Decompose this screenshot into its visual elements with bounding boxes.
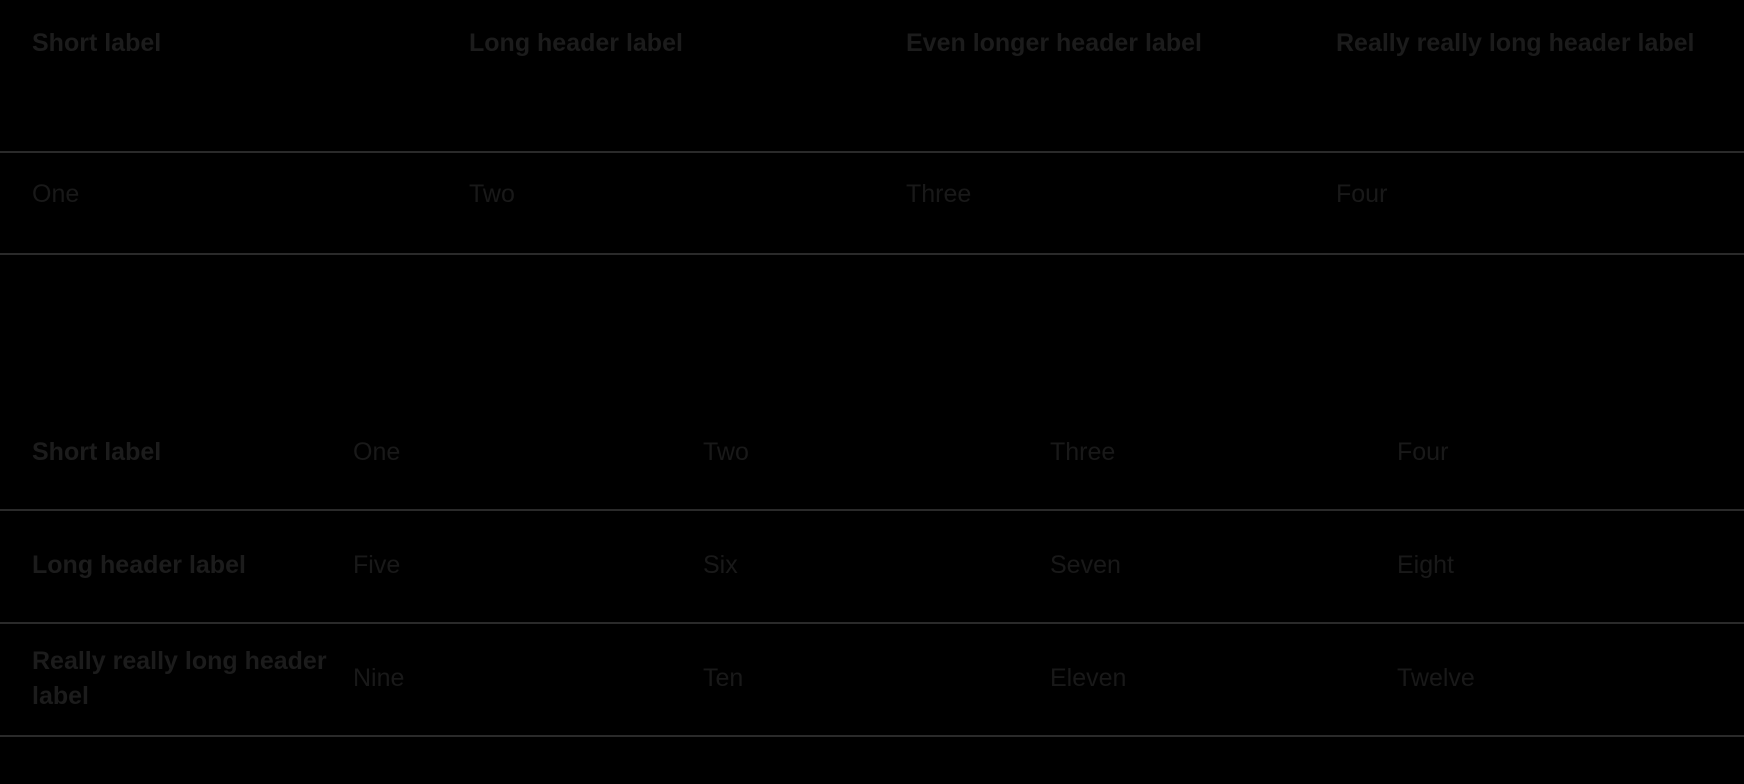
table-cell: Two (695, 397, 1042, 510)
table-row (0, 397, 1744, 510)
table-cell: Twelve (1389, 623, 1744, 736)
table-one-header (0, 0, 1744, 152)
row-header-1: Short label (0, 397, 345, 510)
table-spacer (0, 255, 1744, 397)
table-cell: Eight (1389, 510, 1744, 623)
table-cell: Nine (345, 623, 695, 736)
row-header-table (0, 397, 1744, 737)
table-cell: Eleven (1042, 623, 1389, 736)
table-cell: Seven (1042, 510, 1389, 623)
table-cell: Four (1389, 397, 1744, 510)
table-row (0, 623, 1744, 736)
table-row (0, 152, 1744, 254)
row-header-2: Long header label (0, 510, 345, 623)
column-header-3: Even longer header label (874, 0, 1304, 152)
column-header-2: Long header label (437, 0, 874, 152)
table-cell: One (345, 397, 695, 510)
table-cell: Three (1042, 397, 1389, 510)
column-header-table (0, 0, 1744, 255)
table-cell: Two (437, 152, 874, 254)
table-cell: Six (695, 510, 1042, 623)
table-cell: One (0, 152, 437, 254)
table-cell: Ten (695, 623, 1042, 736)
table-header-row (0, 0, 1744, 152)
table-row (0, 510, 1744, 623)
table-cell: Five (345, 510, 695, 623)
column-header-1: Short label (0, 0, 437, 152)
row-header-3: Really really long header label (0, 623, 345, 736)
table-one-body (0, 152, 1744, 254)
table-cell: Four (1304, 152, 1744, 254)
table-cell: Three (874, 152, 1304, 254)
table-two-body (0, 397, 1744, 736)
column-header-4: Really really long header label (1304, 0, 1744, 152)
